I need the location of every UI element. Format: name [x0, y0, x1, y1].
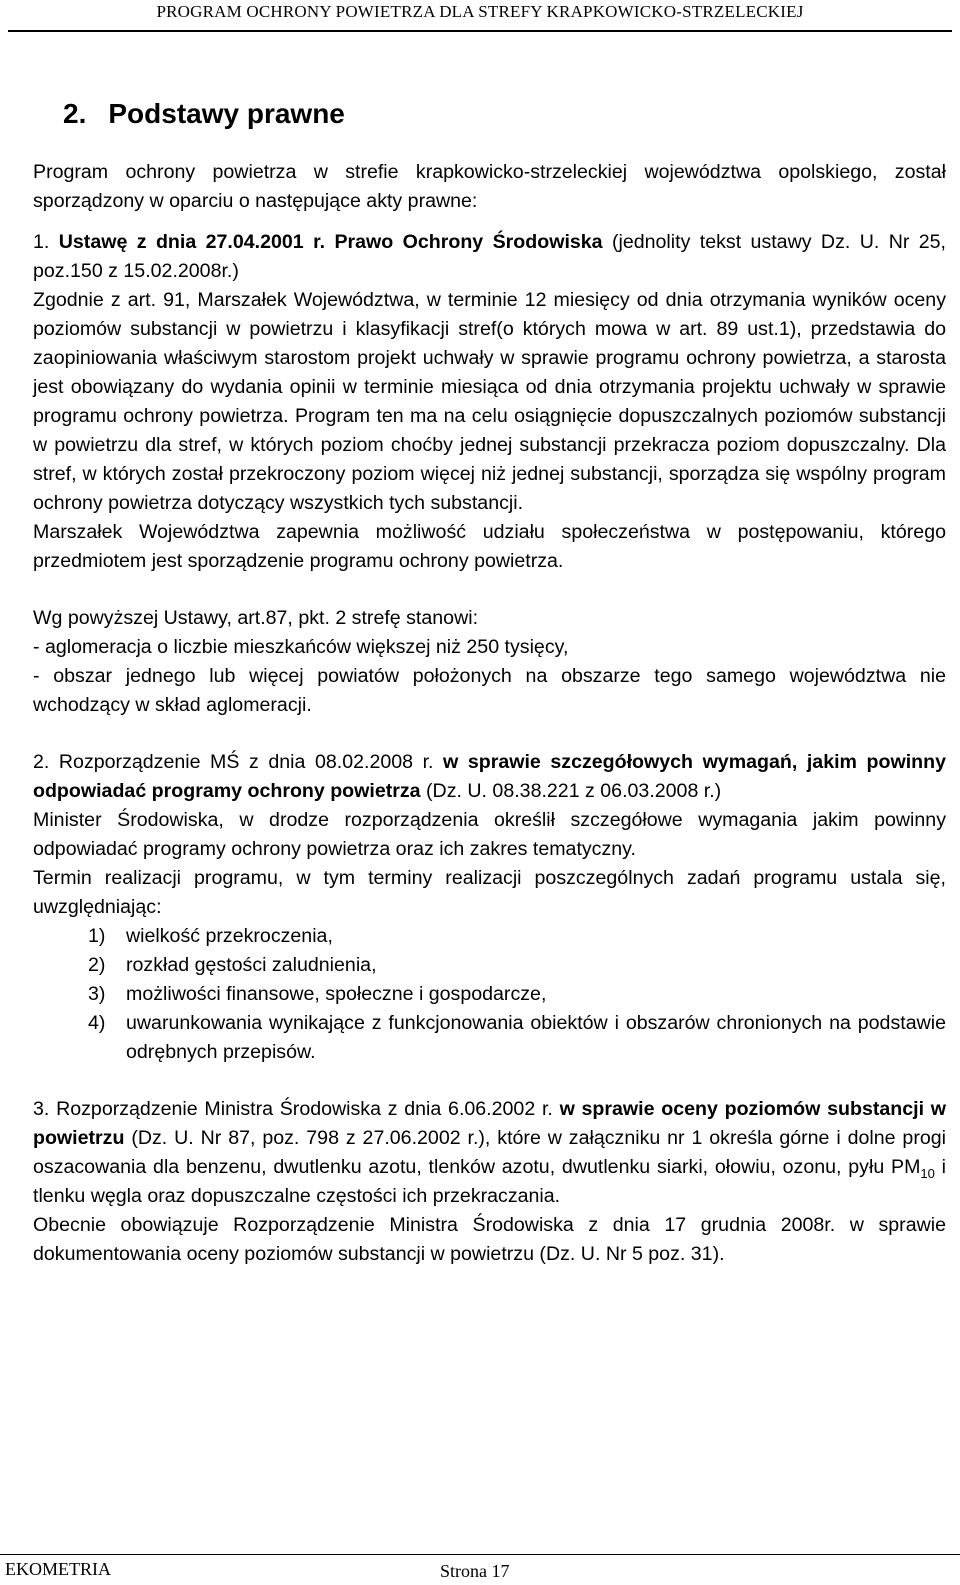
list-item-text: możliwości finansowe, społeczne i gospodarcze, — [126, 983, 547, 1005]
item-3-bold: w sprawie oceny poziomów substancji w powietrzu — [33, 1098, 946, 1149]
list-item — [33, 951, 946, 980]
item-1-paragraph-3: Wg powyższej Ustawy, art.87, pkt. 2 strefę stanowi: — [33, 607, 479, 629]
item-number: 2. — [33, 751, 50, 773]
item-3-heading — [33, 1095, 946, 1211]
list-item-number: 1) — [88, 925, 106, 947]
item-2-title: Rozporządzenie MŚ z dnia 08.02.2008 r. — [58, 751, 444, 773]
item-3-text-a: które w załączniku nr 1 określa górne i dolne progi oszacowania dla benzenu, dwutlenku azotu, tlenków azotu, dwutlenku siarki, ołowiu, ozonu, pyłu PM — [33, 1127, 946, 1178]
list-item-text: uwarunkowania wynikające z funkcjonowania obiektów i obszarów chronionych na podstawie odrębnych przepisów. — [126, 1012, 946, 1063]
item-1-dash-1: - aglomeracja o liczbie mieszkańców większej niż 250 tysięcy, — [33, 636, 569, 658]
item-1-bold: Ustawę z dnia 27.04.2001 r. Prawo Ochrony Środowiska — [58, 231, 603, 253]
section-number: 2. — [63, 98, 87, 129]
footer-company: EKOMETRIA — [5, 1559, 111, 1579]
list-item — [33, 1009, 946, 1067]
intro-paragraph: Program ochrony powietrza w strefie krapkowicko-strzeleckiej województwa opolskiego, został sporządzony w oparciu o następujące akty prawne: — [33, 161, 946, 212]
item-2-list — [33, 922, 946, 1067]
item-1-paragraph-1: Zgodnie z art. 91, Marszałek Województwa, w terminie 12 miesięcy od dnia otrzymania wyników oceny poziomów substancji w powietrzu i klasyfikacji stref(o których mowa w art. 89 ust.1), przedstawia do zaopiniowania właściwym starostom projekt uchwały w sprawie programu ochrony powietrza, a starosta jest obowiązany do wydania opinii w terminie miesiąca od dnia otrzymania projektu uchwały w sprawie programu ochrony powietrza. Program ten ma na celu osiągnięcie dopuszczalnych poziomów substancji w powietrzu dla stref, w których poziom choćby jednej substancji przekracza poziom dopuszczalny. Dla stref, w których został przekroczony poziom więcej niż jednej substancji, sporządza się wspólny program ochrony powietrza dotyczący wszystkich tych substancji. — [33, 289, 946, 514]
page-footer — [0, 1554, 960, 1585]
list-item-text: wielkość przekroczenia, — [126, 925, 333, 947]
item-2-bold: w sprawie szczegółowych wymagań, jakim powinny odpowiadać programy ochrony powietrza — [33, 751, 946, 802]
item-2-heading — [33, 748, 946, 806]
item-1-paragraph-2: Marszałek Województwa zapewnia możliwość udziału społeczeństwa w postępowaniu, którego przedmiotem jest sporządzenie programu ochrony powietrza. — [33, 521, 946, 572]
item-1-heading — [33, 228, 946, 286]
list-item-number: 2) — [88, 954, 106, 976]
item-3-ref: (Dz. U. Nr 87, poz. 798 z 27.06.2002 r.), — [124, 1127, 491, 1149]
list-item — [33, 922, 946, 951]
item-3-text-b: i tlenku węgla oraz dopuszczalne częstości ich przekraczania. — [33, 1156, 947, 1207]
item-number: 3. — [33, 1098, 50, 1120]
item-3-paragraph-2: Obecnie obowiązuje Rozporządzenie Ministra Środowiska z dnia 17 grudnia 2008r. w sprawie dokumentowania oceny poziomów substancji w powietrzu (Dz. U. Nr 5 poz. 31). — [33, 1214, 946, 1265]
page-number: Strona 17 — [440, 1561, 510, 1581]
item-2-paragraph-1: Minister Środowiska, w drodze rozporządzenia określił szczegółowe wymagania jakim powinny odpowiadać programy ochrony powietrza oraz ich zakres tematyczny. — [33, 809, 946, 860]
item-2-paragraph-2: Termin realizacji programu, w tym terminy realizacji poszczególnych zadań programu ustala się, uwzględniając: — [33, 867, 946, 918]
item-2-ref: (Dz. U. 08.38.221 z 06.03.2008 r.) — [420, 780, 722, 802]
list-item — [33, 980, 946, 1009]
list-item-number: 4) — [88, 1012, 106, 1034]
list-item-text: rozkład gęstości zaludnienia, — [126, 954, 377, 976]
section-title: Podstawy prawne — [108, 98, 345, 129]
running-header: PROGRAM OCHRONY POWIETRZA DLA STREFY KRAPKOWICKO-STRZELECKIEJ — [8, 2, 952, 32]
item-number: 1. — [33, 231, 50, 253]
list-item-number: 3) — [88, 983, 106, 1005]
item-3-title: Rozporządzenie Ministra Środowiska z dnia 6.06.2002 r. — [56, 1098, 560, 1120]
item-1-ref: (jednolity tekst ustawy Dz. U. Nr 25, poz.150 z 15.02.2008r.) — [33, 231, 946, 282]
item-1-dash-2: - obszar jednego lub więcej powiatów położonych na obszarze tego samego województwa nie wchodzący w skład aglomeracji. — [33, 665, 946, 716]
pm-subscript: 10 — [920, 1165, 935, 1181]
section-heading — [63, 96, 946, 132]
page-content — [33, 96, 946, 1269]
